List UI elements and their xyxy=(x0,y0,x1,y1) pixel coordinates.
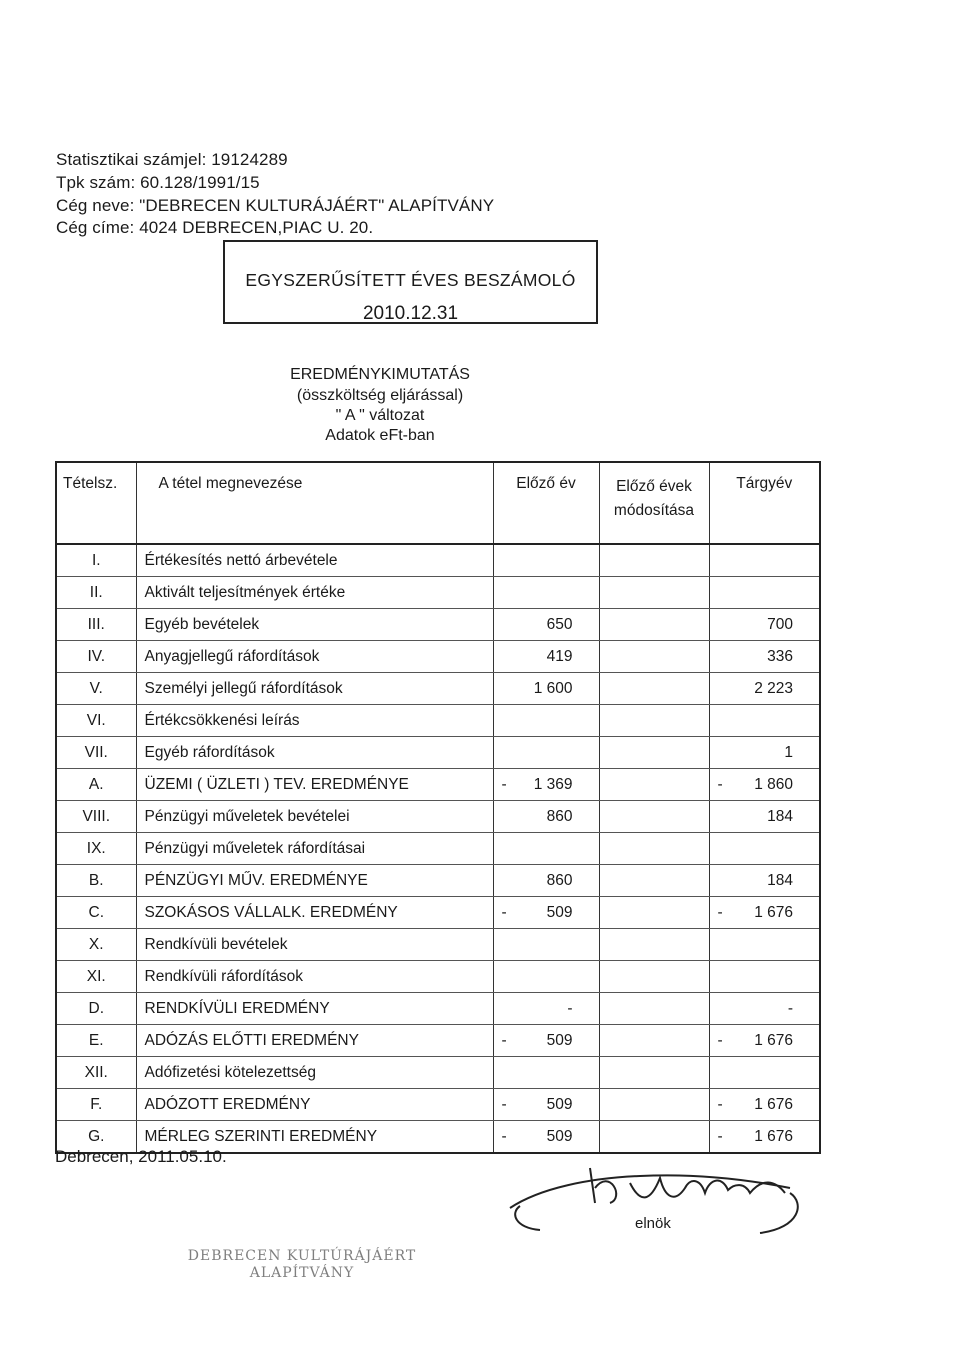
row-prev-mod xyxy=(599,769,709,801)
signer-title: elnök xyxy=(635,1215,671,1232)
header-code: Tételsz. xyxy=(56,462,136,544)
row-prev-year xyxy=(493,1121,599,1154)
row-code: G. xyxy=(56,1121,136,1154)
row-code: IV. xyxy=(56,641,136,673)
current-value: 336 xyxy=(767,647,793,665)
current-value: 1 676 xyxy=(754,1031,793,1049)
prev-sign: - xyxy=(501,776,507,793)
report-title-box xyxy=(223,240,598,324)
row-code: VII. xyxy=(56,737,136,769)
row-prev-mod xyxy=(599,673,709,705)
row-current xyxy=(709,1089,820,1121)
row-code: III. xyxy=(56,609,136,641)
row-current xyxy=(709,769,820,801)
prev-value: - xyxy=(567,999,573,1017)
prev-value: 650 xyxy=(546,615,573,633)
row-prev-year xyxy=(493,801,599,833)
row-prev-mod xyxy=(599,609,709,641)
row-prev-year xyxy=(493,961,599,993)
prev-value: 509 xyxy=(546,1127,573,1145)
row-prev-year xyxy=(493,577,599,609)
table-row xyxy=(56,737,820,769)
table-row xyxy=(56,801,820,833)
current-sign: - xyxy=(717,1128,723,1145)
row-prev-year xyxy=(493,609,599,641)
report-title: EGYSZERŰSÍTETT ÉVES BESZÁMOLÓ xyxy=(245,270,576,290)
prev-sign: - xyxy=(501,1128,507,1145)
row-prev-mod xyxy=(599,801,709,833)
row-prev-mod xyxy=(599,641,709,673)
report-date: 2010.12.31 xyxy=(362,303,459,324)
current-sign: - xyxy=(717,904,723,921)
table-row xyxy=(56,833,820,865)
row-current xyxy=(709,673,820,705)
statement-units: Adatok eFt-ban xyxy=(325,427,435,444)
prev-value: 860 xyxy=(546,807,573,825)
prev-value: 509 xyxy=(546,903,573,921)
company-name: Cég neve: "DEBRECEN KULTURÁJÁÉRT" ALAPÍTVÁNY xyxy=(56,196,495,215)
row-current xyxy=(709,993,820,1025)
row-code: XI. xyxy=(56,961,136,993)
table-row xyxy=(56,1057,820,1089)
current-value: 2 223 xyxy=(754,679,793,697)
table-row xyxy=(56,993,820,1025)
row-prev-mod xyxy=(599,1121,709,1154)
current-value: - xyxy=(787,999,793,1017)
row-current xyxy=(709,641,820,673)
row-code: B. xyxy=(56,865,136,897)
table-row xyxy=(56,1025,820,1057)
current-value: 184 xyxy=(767,807,793,825)
prev-sign: - xyxy=(501,1096,507,1113)
row-prev-year xyxy=(493,929,599,961)
row-code: V. xyxy=(56,673,136,705)
header-prev-mod xyxy=(599,462,709,544)
row-name: Értékesítés nettó árbevétele xyxy=(136,544,493,577)
tpk-number: Tpk szám: 60.128/1991/15 xyxy=(56,173,260,192)
table-row xyxy=(56,544,820,577)
statement-title: EREDMÉNYKIMUTATÁS xyxy=(290,366,470,383)
row-prev-year xyxy=(493,897,599,929)
header-prev-mod-line2: módosítása xyxy=(613,502,695,519)
row-code: A. xyxy=(56,769,136,801)
row-prev-mod xyxy=(599,897,709,929)
prev-sign: - xyxy=(501,904,507,921)
table-row xyxy=(56,929,820,961)
row-code: D. xyxy=(56,993,136,1025)
row-prev-year xyxy=(493,769,599,801)
row-prev-year xyxy=(493,737,599,769)
prev-value: 1 369 xyxy=(533,775,573,793)
income-statement-table xyxy=(55,461,821,1154)
row-name: ADÓZÁS ELŐTTI EREDMÉNY xyxy=(136,1025,493,1057)
current-sign: - xyxy=(717,1096,723,1113)
prev-value: 509 xyxy=(546,1031,573,1049)
header-current: Tárgyév xyxy=(709,462,820,544)
row-name: Aktivált teljesítmények értéke xyxy=(136,577,493,609)
row-name: ADÓZOTT EREDMÉNY xyxy=(136,1089,493,1121)
place-date: Debrecen, 2011.05.10. xyxy=(55,1147,227,1166)
current-value: 1 676 xyxy=(754,1095,793,1113)
row-name: Egyéb bevételek xyxy=(136,609,493,641)
row-prev-mod xyxy=(599,993,709,1025)
row-name: Egyéb ráfordítások xyxy=(136,737,493,769)
row-prev-mod xyxy=(599,1025,709,1057)
prev-value: 509 xyxy=(546,1095,573,1113)
prev-value: 860 xyxy=(546,871,573,889)
row-code: II. xyxy=(56,577,136,609)
row-name: Anyagjellegű ráfordítások xyxy=(136,641,493,673)
current-value: 1 676 xyxy=(754,1127,793,1145)
stamp-line-1: DEBRECEN KULTÚRÁJÁÉRT xyxy=(187,1248,417,1264)
table-row xyxy=(56,673,820,705)
row-name: Pénzügyi műveletek bevételei xyxy=(136,801,493,833)
row-prev-year xyxy=(493,673,599,705)
prev-value: 419 xyxy=(546,647,573,665)
row-current xyxy=(709,705,820,737)
row-name: Személyi jellegű ráfordítások xyxy=(136,673,493,705)
row-prev-year xyxy=(493,705,599,737)
row-name: Pénzügyi műveletek ráfordításai xyxy=(136,833,493,865)
row-current xyxy=(709,544,820,577)
row-code: X. xyxy=(56,929,136,961)
current-value: 700 xyxy=(767,615,793,633)
row-code: C. xyxy=(56,897,136,929)
row-name: MÉRLEG SZERINTI EREDMÉNY xyxy=(136,1121,493,1154)
row-current xyxy=(709,961,820,993)
row-prev-year xyxy=(493,865,599,897)
row-prev-mod xyxy=(599,544,709,577)
prev-sign: - xyxy=(501,1032,507,1049)
company-address: Cég címe: 4024 DEBRECEN,PIAC U. 20. xyxy=(56,218,374,237)
row-name: RENDKÍVÜLI EREDMÉNY xyxy=(136,993,493,1025)
row-prev-mod xyxy=(599,929,709,961)
row-prev-mod xyxy=(599,705,709,737)
row-current xyxy=(709,865,820,897)
row-name: SZOKÁSOS VÁLLALK. EREDMÉNY xyxy=(136,897,493,929)
row-prev-year xyxy=(493,1025,599,1057)
row-prev-mod xyxy=(599,577,709,609)
row-name: Értékcsökkenési leírás xyxy=(136,705,493,737)
organization-stamp xyxy=(172,1248,432,1282)
current-value: 1 676 xyxy=(754,903,793,921)
table-row xyxy=(56,1089,820,1121)
table-row xyxy=(56,705,820,737)
row-current xyxy=(709,929,820,961)
row-name: Rendkívüli bevételek xyxy=(136,929,493,961)
current-sign: - xyxy=(717,776,723,793)
current-value: 1 860 xyxy=(754,775,793,793)
current-value: 184 xyxy=(767,871,793,889)
row-current xyxy=(709,1025,820,1057)
row-current xyxy=(709,609,820,641)
stat-number: Statisztikai számjel: 19124289 xyxy=(56,150,288,169)
row-code: IX. xyxy=(56,833,136,865)
table-row xyxy=(56,865,820,897)
row-code: VIII. xyxy=(56,801,136,833)
row-code: I. xyxy=(56,544,136,577)
header-name: A tétel megnevezése xyxy=(136,462,493,544)
row-name: ÜZEMI ( ÜZLETI ) TEV. EREDMÉNYE xyxy=(136,769,493,801)
row-name: PÉNZÜGYI MŰV. EREDMÉNYE xyxy=(136,865,493,897)
header-prev-mod-line1: Előző évek xyxy=(616,478,692,495)
table-row xyxy=(56,769,820,801)
row-prev-mod xyxy=(599,1057,709,1089)
table-row xyxy=(56,897,820,929)
statement-method: (összköltség eljárással) xyxy=(296,387,464,404)
row-current xyxy=(709,1057,820,1089)
table-header-row xyxy=(56,462,820,544)
current-value: 1 xyxy=(784,743,793,761)
row-prev-year xyxy=(493,1089,599,1121)
row-current xyxy=(709,737,820,769)
current-sign: - xyxy=(717,1032,723,1049)
row-prev-mod xyxy=(599,833,709,865)
row-prev-year xyxy=(493,833,599,865)
table-row xyxy=(56,609,820,641)
row-current xyxy=(709,1121,820,1154)
row-current xyxy=(709,897,820,929)
row-prev-year xyxy=(493,544,599,577)
row-current xyxy=(709,833,820,865)
row-current xyxy=(709,801,820,833)
row-code: F. xyxy=(56,1089,136,1121)
row-code: E. xyxy=(56,1025,136,1057)
row-prev-year xyxy=(493,641,599,673)
table-row xyxy=(56,641,820,673)
row-code: XII. xyxy=(56,1057,136,1089)
prev-value: 1 600 xyxy=(533,679,573,697)
header-prev-year: Előző év xyxy=(493,462,599,544)
statement-variant: " A " változat xyxy=(335,407,425,424)
row-current xyxy=(709,577,820,609)
row-code: VI. xyxy=(56,705,136,737)
row-name: Rendkívüli ráfordítások xyxy=(136,961,493,993)
row-name: Adófizetési kötelezettség xyxy=(136,1057,493,1089)
row-prev-mod xyxy=(599,865,709,897)
stamp-line-2: ALAPÍTVÁNY xyxy=(249,1265,355,1281)
table-row xyxy=(56,961,820,993)
table-row xyxy=(56,577,820,609)
row-prev-year xyxy=(493,993,599,1025)
row-prev-year xyxy=(493,1057,599,1089)
row-prev-mod xyxy=(599,1089,709,1121)
row-prev-mod xyxy=(599,737,709,769)
row-prev-mod xyxy=(599,961,709,993)
